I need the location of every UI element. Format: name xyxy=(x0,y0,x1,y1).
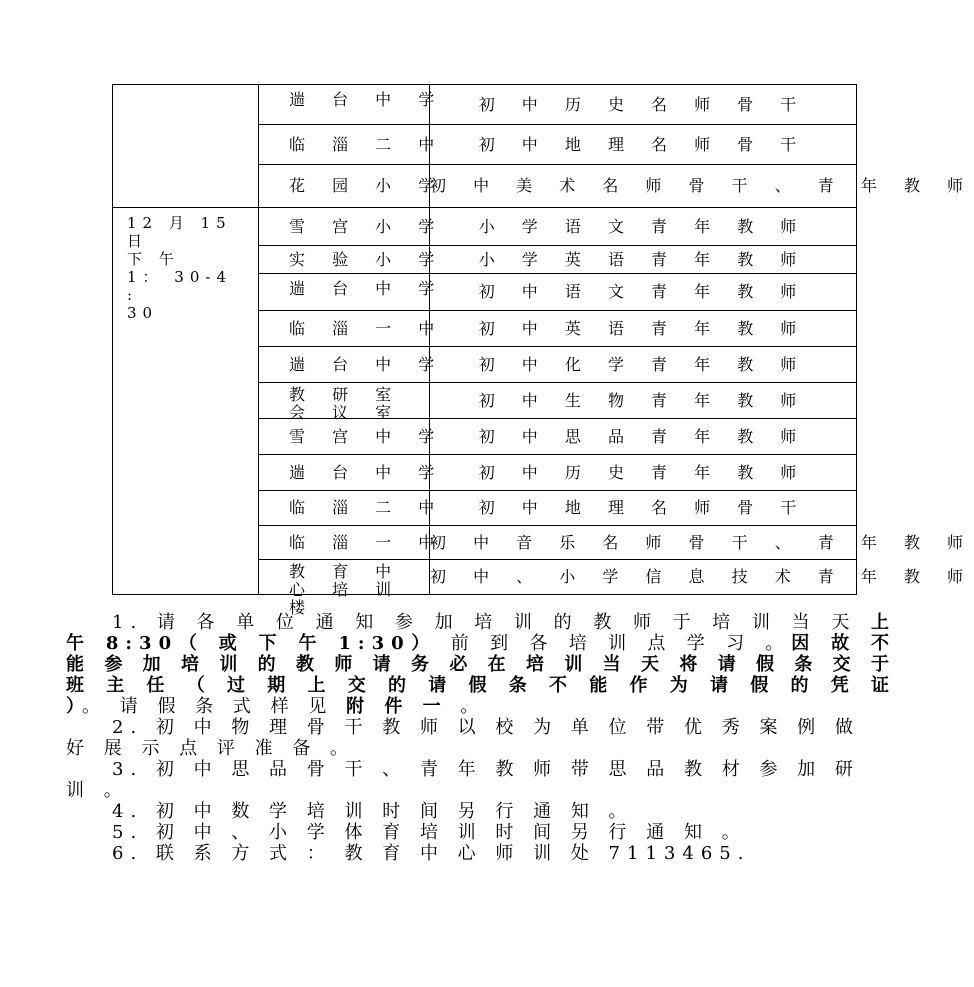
note-6: 6. 联 系 方 式 ： 教 育 中 心 师 训 处 7113465. xyxy=(112,843,751,864)
location-cell: 临 淄 二 中 xyxy=(259,491,430,526)
note-1: 1. 请 各 单 位 通 知 参 加 培 训 的 教 师 于 培 训 当 天 上 午 8:30（ 或 下 午 1:30） 前 到 各 培 训 点 学 习 。因 故 不 能 参 加 培 训 的 教 师 请 务 必 在 培 训 当 天 将 请 假 条 交 于 班 主 任 （ 过 期 上 交 的 请 假 条 不 能 作 为 请 假 的 凭 证 ）。 请 假 条 式 样 见 附 件 一 。 xyxy=(66,612,896,717)
location-cell: 遄 台 中 学 xyxy=(259,274,430,311)
subject-cell: 初 中 思 品 青 年 教 师 xyxy=(430,419,857,455)
table-row xyxy=(113,208,857,246)
location-cell: 实 验 小 学 xyxy=(259,246,430,274)
location-cell: 遄 台 中 学 xyxy=(259,347,430,383)
time-cell xyxy=(113,208,259,595)
note-4: 4. 初 中 数 学 培 训 时 间 另 行 通 知 。 xyxy=(112,801,634,822)
subject-cell: 初 中 历 史 名 师 骨 干 xyxy=(430,85,857,125)
subject-cell: 初 中 美 术 名 师 骨 干 、 青 年 教 师 xyxy=(430,165,857,208)
subject-cell: 初 中 、 小 学 信 息 技 术 青 年 教 师 xyxy=(430,560,857,595)
subject-cell: 小 学 语 文 青 年 教 师 xyxy=(430,208,857,246)
location-cell: 雪 宫 中 学 xyxy=(259,419,430,455)
location-cell: 教 育 中 心 培 训 楼 xyxy=(289,562,403,617)
subject-cell: 初 中 音 乐 名 师 骨 干 、 青 年 教 师 xyxy=(430,526,857,560)
table-row xyxy=(113,85,857,125)
attachment-ref: 附 件 一 xyxy=(346,696,448,717)
location-cell: 临 淄 二 中 xyxy=(259,125,430,165)
subject-cell: 初 中 历 史 青 年 教 师 xyxy=(430,455,857,491)
subject-cell: 初 中 语 文 青 年 教 师 xyxy=(430,274,857,311)
note-2: 2. 初 中 物 理 骨 干 教 师 以 校 为 单 位 带 优 秀 案 例 做 好 展 示 点 评 准 备 。 xyxy=(66,717,860,759)
location-cell: 雪 宫 小 学 xyxy=(259,208,430,246)
subject-cell: 初 中 地 理 名 师 骨 干 xyxy=(430,491,857,526)
arrival-time: 上 午 8:30（ 或 下 午 1:30） xyxy=(66,612,896,654)
note-5: 5. 初 中 、 小 学 体 育 培 训 时 间 另 行 通 知 。 xyxy=(112,822,747,843)
subject-cell: 初 中 英 语 青 年 教 师 xyxy=(430,311,857,347)
subject-cell: 初 中 化 学 青 年 教 师 xyxy=(430,347,857,383)
subject-cell: 小 学 英 语 青 年 教 师 xyxy=(430,246,857,274)
location-cell: 临 淄 一 中 xyxy=(259,526,430,560)
subject-cell: 初 中 地 理 名 师 骨 干 xyxy=(430,125,857,165)
location-cell: 遄 台 中 学 xyxy=(259,455,430,491)
time-line: 30 xyxy=(127,304,159,322)
leave-rule: 因 故 不 能 参 加 培 训 的 教 师 请 务 必 在 培 训 当 天 将 请 假 条 交 于 班 主 任 （ 过 期 上 交 的 请 假 条 不 能 作 为 请 假 的 凭 证 ） xyxy=(66,633,896,717)
notes-section xyxy=(66,612,896,864)
note-3: 3. 初 中 思 品 骨 干 、 青 年 教 师 带 思 品 教 材 参 加 研 训 。 xyxy=(66,759,860,801)
subject-cell: 初 中 生 物 青 年 教 师 xyxy=(430,383,857,419)
time-line: 下 午 xyxy=(127,250,180,268)
time-line: 12 月 15 日 xyxy=(127,214,232,250)
time-cell-empty xyxy=(113,85,259,208)
training-schedule-table xyxy=(112,84,974,617)
location-cell: 临 淄 一 中 xyxy=(259,311,430,347)
location-cell: 遄 台 中 学 xyxy=(259,85,430,125)
location-cell: 花 园 小 学 xyxy=(259,165,430,208)
time-line: 1： 30-4 : xyxy=(127,268,233,304)
location-cell: 教 研 室 会 议 室 xyxy=(289,385,403,422)
